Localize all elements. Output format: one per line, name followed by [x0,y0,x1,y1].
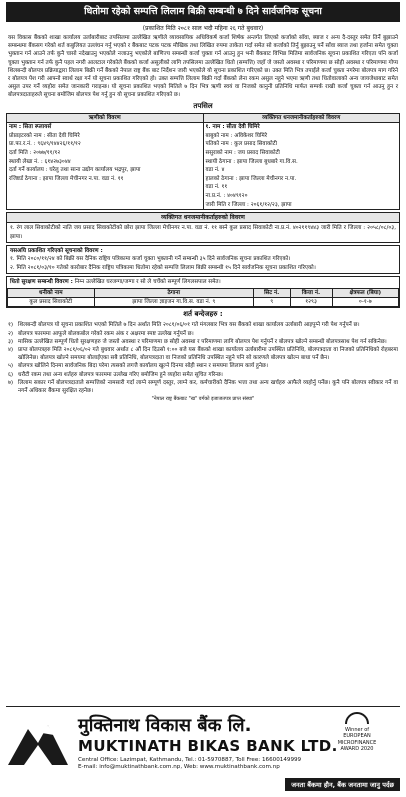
web-line: E-mail: info@muktinathbank.com.np, Web: www.muktinathbank.com.np [78,764,280,771]
col-address: ठेगाना [94,288,253,297]
guarantor-details [203,123,400,210]
condition-num: ७) [8,379,14,386]
bank-name-english: MUKTINATH BIKAS BANK LTD. [78,737,338,755]
borrower-line: प्रोप्राइटरको नाम : सीता देवी घिमिरे [9,132,80,139]
bank-logo-icon [6,719,70,767]
condition-num: ६) [8,371,14,378]
owner-box [6,212,400,243]
bank-slogan: जनता बैंकमा हौन, बैंक जनतामा जानु पर्दछ [285,778,400,791]
award-badge [318,711,396,752]
condition-num: ५) [8,363,14,370]
bank-footer [6,706,400,791]
condition-text: शिलबन्दी बोलपत्र यो सूचना प्रकाशित भएको मितिले ७ दिन अर्थात मिति २०८१/०६/०१ गते मंगलबार भित्र यस बैंकको शाखा कार्यालय उर्लाबारी आइपुग्ने गरी पेश गर्नुपर्ने छ। [18,322,360,329]
condition-text: प्राप्त बोलपत्रहरु मिति २०८१/०६/०२ गते बुधवार अर्थात ८ औं दिन दिउसो १:०० बजे यस बैंकको शाखा कार्यालय उर्लाबारीमा उपस्थित प्रतिनिधि, बोलपत्रदाता वा निजको प्रतिनिधिको रोहबरमा खोलिनेछ। बोलपत्र खोल्ने समयमा बोलाईएका सबै प्रतिनिधि, बोलपत्रदाता वा निजको प्रतिनिधि उपस्थित नहुने पनि सो कारणले बोलपत्र खोल्न बाधा पर्ने छैन। [18,347,398,362]
col-plot: कित्ता नं. [290,288,332,297]
borrower-line: प्रा.फा.र.नं. : ९६४९/१४४२६/११/१२ [9,141,81,148]
borrower-header: ऋणीको विवरण [7,113,204,123]
borrower-line: नाम : सिता स्प्लायर्स [9,124,52,131]
publication-label: यसअघि प्रकाशित गरिएको सूचनाको विवरण : [10,247,103,254]
award-line: Winner of [344,727,370,734]
office-line: Central Office: Lazimpat, Kathmandu, Tel.: 01-5970887, Toll Free: 16600149999 [78,757,302,763]
list-item [8,338,398,346]
col-sheet: सिट नं. [253,288,290,297]
collateral-table [7,288,399,308]
guarantor-line: ना.प्र.नं. : ४०४९१२० [205,192,248,199]
list-item [8,346,398,362]
owner-text: १. रंग लाल सिवाकोटीको नाति जय प्रसाद सिवाकोटीको छोरा झापा जिल्ला मेचीनगर न.पा. वडा नं. ११ बस्ने कुल प्रसाद सिवाकोटी ना.प्र.नं. ४०२११९४४३ जारी मिति र जिल्ला : २०५८/०८/०३, झापा। [10,225,396,240]
owner-box-heading: व्यक्तिगत धनजमानीकर्ताहरुको विवरण [7,213,399,223]
tapsil-heading: तपसिल [193,101,213,110]
publication-box [6,245,400,274]
list-item [8,362,398,370]
award-line: AWARD 2020 [340,745,374,752]
col-area: क्षेत्रफल (बिघा) [332,288,398,297]
publication-item: २. मिति २०८१/०३/१० गतेको कारोबार दैनिक राष्ट्रिय पत्रिकामा धितोमा रहेको सम्पत्ति लिलाम बिक्री सम्बन्धी १५ दिने सार्वजनिक सूचना प्रकाशित गरिएको। [10,264,316,271]
conditions-list [8,321,398,395]
borrower-line: दर्ता मिति : २०७७/११/१२ [9,150,61,156]
cell-plot: १२९३ [290,298,332,307]
bank-name-nepali: मुक्तिनाथ विकास बैंक लि. [78,715,252,736]
notice-subtitle: (प्रकाशित मिति २०८१ साल भदौ महिना २६ गते बुधवार) [142,25,264,32]
condition-num: २) [8,330,14,337]
license-note: "नेपाल राष्ट्र बैंकबाट "ख" वर्गको इजाजतपत्र प्राप्त संस्था" [151,396,255,403]
condition-text: मासिक उल्लेखित सम्पूर्ण धितो सुरक्षणहरु जे जस्तो अवस्था र परिमाणमा छ सोही अवस्था र परिमाणमा लागि बोलपत्र पेश गर्नुपर्ने र बोलपत्र खोल्ने सम्बन्धी बोलपत्रसाथ पेश गर्न सकिनेछ। [18,338,387,345]
guarantor-header: व्यक्तिगत धनजमानीकर्ताहरुको विवरण [203,113,400,123]
table-row [8,298,399,307]
collateral-box [6,276,400,308]
borrower-line: रजिष्टर्ड ठेगाना : झापा जिल्ला मेचीनगर न.पा. वडा नं. ११ [9,175,124,182]
list-item [8,371,398,379]
guarantor-line: स्थायी ठेगाना : झापा जिल्ला बुधबारे गा.वि.स. [205,158,298,165]
notice-title: धितोमा रहेको सम्पत्ति लिलाम बिक्री सम्बन्धी ७ दिने सार्वजनिक सूचना [6,2,400,22]
guarantor-line: बाबुको नाम : अविकेशर घिमिरे [205,132,268,139]
borrower-line: दर्ता गर्ने कार्यालय : घरेलु तथा साना उद्योग कार्यालय भद्रपुर, झापा [9,167,141,174]
notice-page [0,2,406,797]
award-line: MICROFINANCE [337,739,377,746]
collateral-text: निम्न उल्लेखित घरजग्गा/जग्गा र सो ले चर्चेको सम्पूर्ण लिगलसपाल समेत। [74,279,221,286]
list-item [8,321,398,329]
list-item [8,330,398,338]
condition-num: १) [8,322,14,329]
cell-sheet: ९ [253,298,290,307]
bank-contact [78,757,301,771]
conditions-heading: शर्त बन्देजहरु : [183,310,223,319]
borrower-details [7,123,204,210]
cell-address: झापा जिल्ला ज्ञाइजन गा.वि.स. वडा नं. ९ [94,298,253,307]
condition-text: बोलपत्र फारममा आफूले बोलकबोल गरेको रकम अंक र अक्षरमा स्पष्ट उल्लेख गर्नुपर्ने छ। [18,330,194,337]
borrower-line: स्थायी लेखा नं. : ६१४२७३०४४ [9,158,71,165]
publication-item: १. मिति २०८०/११/२४ को बिक्री यस दैनिक राष्ट्रिय पत्रिकामा कर्जा चुक्ता भुक्तानी गर्ने सम्बन्धी ३५ दिने सार्वजनिक सूचना प्रकाशित गरिएको। [10,256,291,263]
award-arc-icon [344,711,370,725]
guarantor-line: वडा नं. ११ [205,184,228,191]
collateral-label: धितो सुरक्षण सम्बन्धी विवरण : [10,279,73,286]
condition-num: ४) [8,347,14,354]
col-owner: धनीको नाम [8,288,95,297]
cell-area: ०-१-७ [332,298,398,307]
award-line: EUROPEAN [343,733,371,740]
condition-text: बोलपत्र खोलिने दिनमा सार्वजनिक बिदा परेमा त्यसको लगत्तै कार्यालय खुल्ने दिनमा सोही स्थान र समयमा लिलाम कार्य हुनेछ। [18,363,268,370]
condition-text: लिलाम सकार गर्ने बोलपत्रदाताले सम्पत्तिको नामसारी गर्दा लाग्ने सम्पूर्ण दस्तुर, लाग्ने कर, कर्मचारीको दैनिक भत्ता तथा अन्य खर्चहरु आफैले व्यहोर्नु पर्नेछ। कुनै पनि बोलपत्र स्वीकार गर्ने वा नगर्ने अधिकार बैंकमा सुरक्षित रहनेछ। [18,379,398,395]
guarantor-line: जारी मिति र जिल्ला : २०६१/१२/२३, झापा [205,201,292,208]
guarantor-line: हालको ठेगाना : झापा जिल्ला मेचीनगर न.पा. [205,175,297,182]
guarantor-line: पतिको नाम : कुल प्रसाद सिवाकोटी [205,141,278,148]
list-item [8,379,398,395]
guarantor-line: ससुराको नाम : जय प्रसाद सिवाकोटी [205,150,280,156]
cell-owner: कुल प्रसाद सिवाकोटी [8,298,95,307]
condition-num: ३) [8,338,14,345]
notice-intro: यस विकास बैंकको शाखा कार्यालय उर्लाबारीबाट तपसिलमा उल्लेखित ऋणीले व्यावसायिक अधिविकर्ष कर्जा शिर्षक अन्तर्गत लिएको कर्जाको साँवा, ब्याज र अन्य दै-दस्तुर समेत तिर्ने बुझाउने सम्बन्धमा बैंकसग गरेको शर्त कबुलियत उल्लंघन गर्नु भएको र बैंकबाट पटक पटक मौखिक तथा लिखित रुपमा ताकेता गर्दा समेत सो कर्जाको तिर्नु बुझाउनु पर्ने साँवा ब्याज तथा हर्जाना समेत चुक्ता भुक्तान गर्न आउने तर्फ कुनै चासो नदेखाउनु भएकोले नजाउनु भएकोले बाणिज्य सम्बन्धी कर्जा चुक्ता गर्न आउनु हुन भनी बैंकबाट विभिन्न मितिमा सार्वजनिक सूचना प्रकाशित गरिएता पनि कर्जा चुक्ता भुक्तान गर्न तर्फ कुनै पहल नगरी आलटाल गरेकोले बैंकको कर्जा असुलीको लागि तपसिलमा उल्लेखित धितो (सम्पत्ति) जहाँ जे जस्तो अवस्था र परिमाणमा छ सोही अवस्था र परिमाणमा गोप्य शिलबन्दी बोलपत्र प्रक्रियाद्वारा लिलाम बिक्री गर्ने बैंकको नेपाल राष्ट्र बैंक बाट निर्देशन जारी भएकोले यो सूचना प्रकाशित गरिएको छ। उक्त मिति भित्र तपाईंले कर्जा चुक्ता नगरेमा बोलपत्र माग गरिने र बोलपत्र पेश गरी आफ्नो स्वार्थ रक्षा गर्न यो सूचना प्रकाशित गरिएको हो। उक्त सम्पत्ति लिलाम बिक्री गर्दा बैंकको लेना रकम असुल नहुने भएमा ऋणी तथा धितोवालाको अन्य जायजेथाबाट समेत असुल उपर गर्ने व्यहोरा समेत जानकारी गराइन्छ। यो सूचना प्रकाशित भएको मितिले ७ दिन भित्र ऋणी स्वयं वा निजको कानुनी प्रतिनिधि मार्फत सम्पर्क राखी कर्जा चुक्ता गर्न आउनु हुन र बोलपत्रदाताहरुले सूचना बमोजिम बोलपत्र पेश गर्नु हुन यो सूचना प्रकाशित गरिएको छ। [8,35,398,99]
borrower-guarantor-table [6,113,400,211]
condition-text: धरौटी रकम तथा अन्य शर्तहरु बोलपत्र फारममा उल्लेख गरिए बमोजिम हुने व्यहोरा समेत सूचित गरिन्छ। [18,371,223,378]
guarantor-line: वडा नं. ४ [205,167,225,174]
guarantor-line: १. नाम : सीता देवी घिमिरे [205,124,260,131]
